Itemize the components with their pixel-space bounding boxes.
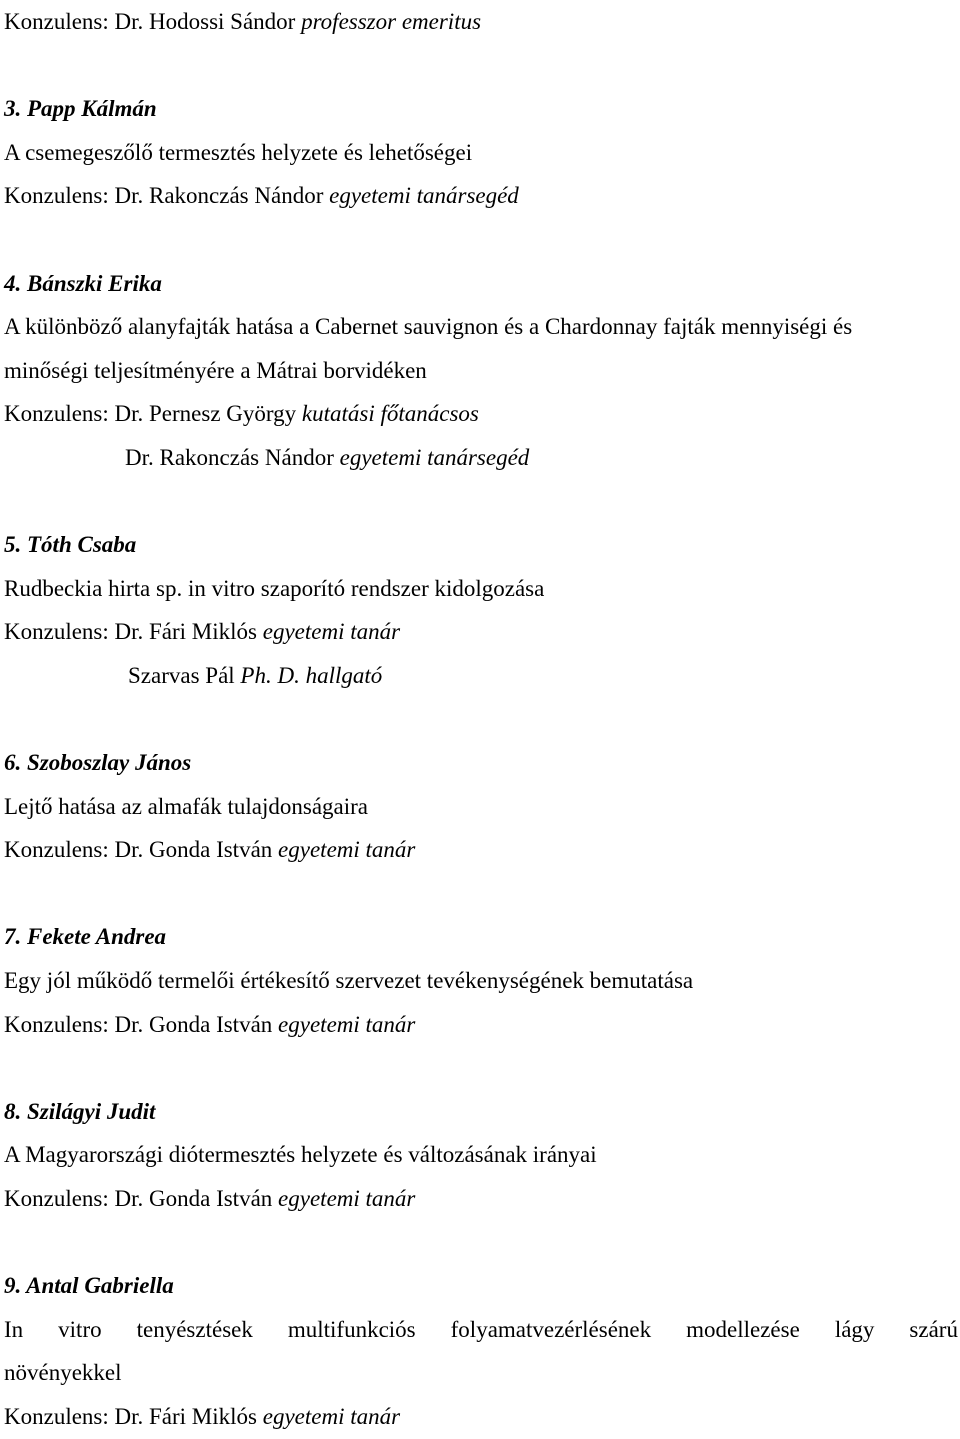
- consultant-name: Konzulens: Dr. Gonda István: [4, 1011, 273, 1037]
- entry-heading: [4, 1264, 958, 1308]
- entry-number: 7.: [4, 924, 22, 950]
- thesis-word: In: [4, 1316, 24, 1342]
- consultant-line: [4, 1003, 958, 1047]
- spacer: [4, 1221, 958, 1265]
- thesis-title: A csemegeszőlő termesztés helyzete és lehetőségei: [4, 139, 473, 165]
- student-name: Papp Kálmán: [27, 96, 157, 122]
- consultant-line: [4, 392, 958, 436]
- consultant-role: professzor emeritus: [301, 9, 482, 34]
- consultant-role: egyetemi tanár: [262, 1404, 401, 1429]
- consultant-role: Ph. D. hallgató: [240, 662, 383, 688]
- second-consultant-line: [4, 436, 958, 480]
- document-page: [4, 0, 958, 1439]
- entry-heading: [4, 1090, 958, 1134]
- spacer: [4, 44, 958, 88]
- thesis-word: szárú: [909, 1316, 958, 1342]
- spacer: [4, 872, 958, 916]
- consultant-name: Konzulens: Dr. Hodossi Sándor: [4, 9, 296, 34]
- thesis-word: vitro: [58, 1316, 102, 1342]
- student-name: Tóth Csaba: [27, 532, 137, 558]
- thesis-title: Lejtő hatása az almafák tulajdonságaira: [4, 793, 368, 819]
- consultant-role: egyetemi tanár: [262, 619, 401, 645]
- consultant-role: egyetemi tanár: [278, 837, 416, 863]
- student-name: Fekete Andrea: [27, 924, 167, 950]
- second-consultant-line: [4, 654, 958, 698]
- consultant-name: Szarvas Pál: [128, 662, 235, 688]
- consultant-name: Konzulens: Dr. Rakonczás Nándor: [4, 183, 324, 209]
- entry-number: 8.: [4, 1098, 22, 1124]
- thesis-title: A Magyarországi diótermesztés helyzete és változásának irányai: [4, 1142, 597, 1168]
- consultant-line: [4, 0, 958, 44]
- entry-heading: [4, 87, 958, 131]
- consultant-name: Konzulens: Dr. Fári Miklós: [4, 1404, 257, 1429]
- thesis-word: folyamatvezérlésének: [450, 1316, 652, 1342]
- consultant-line: [4, 174, 958, 218]
- consultant-name: Dr. Rakonczás Nándor: [125, 444, 334, 470]
- consultant-name: Konzulens: Dr. Fári Miklós: [4, 619, 257, 645]
- thesis-title-line-1: [4, 1308, 958, 1352]
- consultant-line: [4, 610, 958, 654]
- thesis-word: multifunkciós: [287, 1316, 416, 1342]
- spacer: [4, 218, 958, 262]
- consultant-line: [4, 828, 958, 872]
- entry-number: 6.: [4, 750, 22, 776]
- student-name: Antal Gabriella: [26, 1273, 174, 1299]
- consultant-role: egyetemi tanársegéd: [339, 444, 530, 470]
- entry-number: 9.: [4, 1273, 22, 1299]
- thesis-word: lágy: [834, 1316, 875, 1342]
- entry-heading: [4, 741, 958, 785]
- thesis-title-line-2: növényekkel: [4, 1360, 122, 1386]
- entry-number: 5.: [4, 532, 22, 558]
- entry-number: 3.: [4, 96, 22, 122]
- thesis-title: Egy jól működő termelői értékesítő szervezet tevékenységének bemutatása: [4, 968, 694, 994]
- consultant-name: Konzulens: Dr. Gonda István: [4, 1186, 273, 1212]
- student-name: Szilágyi Judit: [27, 1098, 156, 1124]
- spacer: [4, 1046, 958, 1090]
- consultant-role: egyetemi tanár: [278, 1186, 416, 1212]
- thesis-word: modellezése: [686, 1316, 800, 1342]
- spacer: [4, 480, 958, 524]
- consultant-name: Konzulens: Dr. Gonda István: [4, 837, 273, 863]
- entry-heading: [4, 262, 958, 306]
- consultant-role: egyetemi tanársegéd: [329, 183, 519, 209]
- student-name: Bánszki Erika: [27, 270, 162, 296]
- entry-heading: [4, 523, 958, 567]
- consultant-line: [4, 1177, 958, 1221]
- thesis-title: Rudbeckia hirta sp. in vitro szaporító rendszer kidolgozása: [4, 575, 545, 601]
- entry-number: 4.: [4, 270, 22, 296]
- spacer: [4, 698, 958, 742]
- thesis-word: tenyésztések: [136, 1316, 253, 1342]
- entry-heading: [4, 915, 958, 959]
- consultant-role: kutatási főtanácsos: [301, 401, 479, 427]
- consultant-role: egyetemi tanár: [278, 1011, 416, 1037]
- consultant-name: Konzulens: Dr. Pernesz György: [4, 401, 297, 427]
- consultant-line: [4, 1395, 958, 1439]
- thesis-title-line-1: A különböző alanyfajták hatása a Cabernet sauvignon és a Chardonnay fajták mennyiségi és: [4, 314, 853, 340]
- student-name: Szoboszlay János: [27, 750, 192, 776]
- thesis-title-line-2: minőségi teljesítményére a Mátrai borvidéken: [4, 357, 427, 383]
